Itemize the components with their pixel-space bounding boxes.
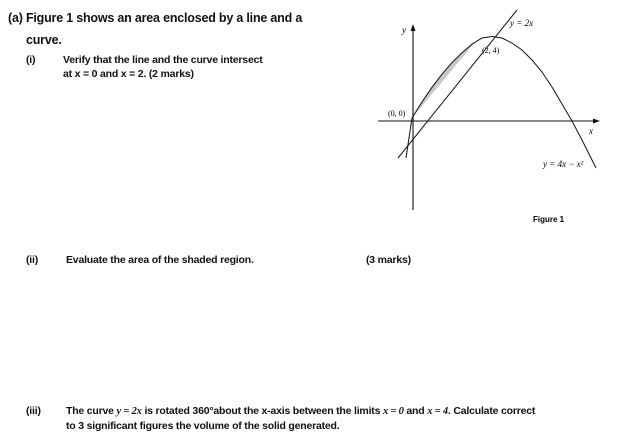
x-axis-label: x [589, 126, 593, 136]
part-iii-text-mid: is rotated 360°about the x-axis between the limits [144, 405, 381, 417]
origin-label: (0, 0) [388, 109, 406, 118]
intro-line-2: curve. [26, 33, 62, 47]
part-iii-limit-1: x = 0 [382, 406, 404, 417]
part-iii-text-pre: The curve [66, 405, 114, 417]
part-i-text-line-2-body: at x = 0 and x = 2. [63, 68, 147, 80]
part-i-text-line-2 [63, 68, 194, 80]
intro-line-1: (a) Figure 1 shows an area enclosed by a line and a [8, 11, 303, 25]
y-axis-label: y [402, 25, 406, 35]
part-iii-text-line-1 [66, 405, 535, 417]
line-equation-label: y = 2x [510, 18, 534, 28]
part-iii-limit-2: x = 4 [427, 406, 448, 417]
figure-1-diagram [355, 10, 615, 240]
x-axis-arrow-icon [593, 119, 600, 124]
part-iii-number: (iii) [26, 405, 41, 417]
curve-equation-label: y = 4x − x² [543, 159, 584, 169]
part-i-text-line-1: Verify that the line and the curve intersect [63, 54, 263, 66]
line-y-2x [398, 10, 517, 158]
part-ii-marks: (3 marks) [366, 254, 411, 266]
part-iii-equation: y = 2x [116, 406, 142, 417]
y-axis-arrow-icon [411, 24, 416, 31]
shaded-region [412, 41, 476, 118]
part-i-marks: (2 marks) [148, 68, 194, 80]
part-ii-text: Evaluate the area of the shaded region. [66, 254, 254, 266]
part-iii-text-line-2: to 3 significant figures the volume of the solid generated. [66, 420, 340, 432]
part-i-number: (i) [26, 54, 36, 66]
part-iii-and: and [406, 405, 425, 417]
intersection-point-label: (2, 4) [482, 46, 500, 55]
figure-caption: Figure 1 [533, 215, 565, 224]
curve-y-4x-minus-x2 [406, 37, 596, 169]
part-iii-text-post: . Calculate correct [447, 405, 536, 417]
part-ii-number: (ii) [26, 254, 39, 266]
